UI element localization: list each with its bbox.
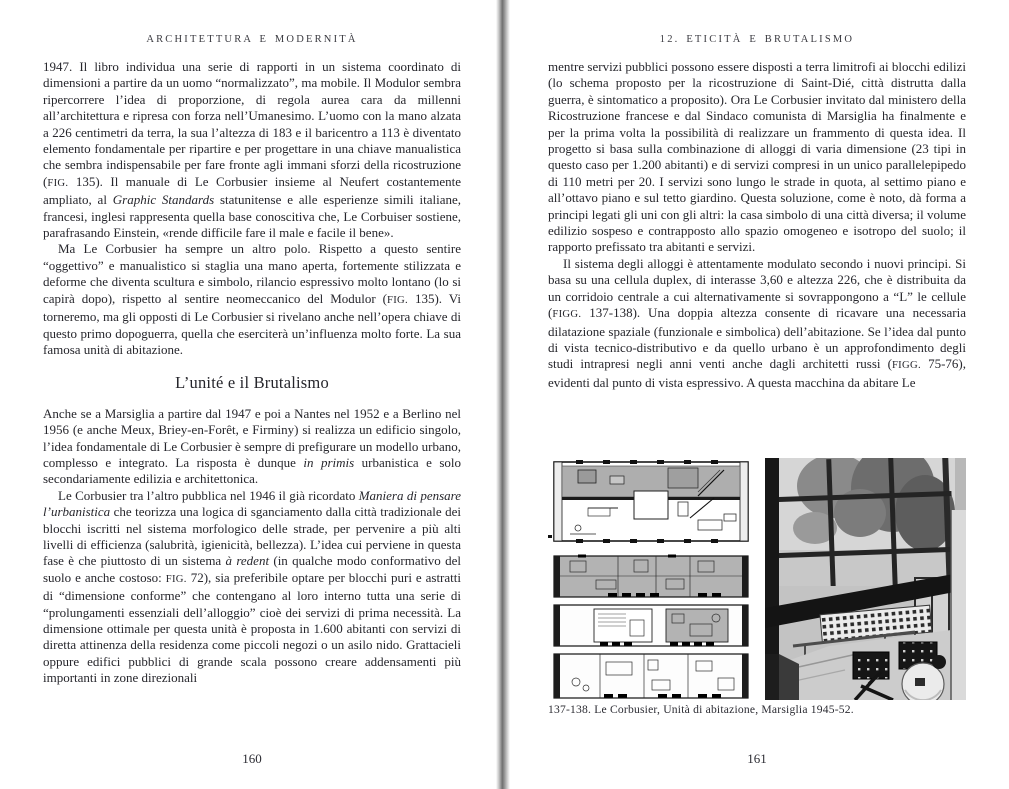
book-gutter [496,0,510,789]
paragraph: Il sistema degli alloggi è attentamente modulato secondo i nuovi principi. Si basa su una cellula duplex, di interasse 3,60 e altezza 226, che è distribuita da un corridoio centrale a cui alternativamente si sovrappongono a “L” le cellule (FIGG. 137-138). Una doppia altezza consente di ricavare una necessaria dilatazione spaziale (funzionale e simbolica) dell’abitazione. Se l’idea dal punto di vista tecnico-distributivo e da quello urbano è un approfondimento degli studi intrapresi negli anni venti anche dagli architetti russi (FIGG. 75-76), evidenti dal punto di vista espressivo. A questa macchina da abitare Le [548,255,966,390]
paragraph: 1947. Il libro individua una serie di rapporti in un sistema coordinato di dimensioni a partire da un uomo “normalizzato”, ma mobile. Il Modulor sembra ripercorrere l’idea di proporzione, di regola aurea cara da millenni all’architettura e ripresa con forza nell’Umanesimo. L’uomo con la mano alzata a 226 centimetri da terra, la sua l’altezza di 183 e il baricentro a 113 è diventato elemento fondamentale per ripartire e per progettare in una chiave manualistica che sembra indispensabile per fare fronte agli immani sforzi della ricostruzione (FIG. 135). Il manuale di Le Corbusier insieme al Neufert costantemente ampliato, al Graphic Standards statunitense e alle esperienze simili italiane, francesi, inglesi rappresenta quella base conoscitiva che, Le Corbuiser sostiene, parafrasando Einstein, «rende difficile fare il male e facile il bene». [43,59,461,241]
unite-interior-photo [765,458,966,700]
trees-view [775,458,955,586]
page-number-left: 160 [242,751,262,766]
paragraph: Le Corbusier tra l’altro pubblica nel 1946 il già ricordato Maniera di pensare l’urbanistica che teorizza una logica di sganciamento dalla città tradizionale dei blocchi iscritti nel sistema morfologico delle strade, per pervenire a più alti livelli di efficienza (salubrità, igienicità, bellezza). L’idea cui perviene in questa fase è che piuttosto di un sistema à redent (in qualche modo conformativo del suolo e anche costoso: FIG. 72), sia preferibile optare per blocchi puri e astratti di “dimensione conforme” che contengano al loro interno tutta una serie di “prolungamenti essenziali dell’alloggio” cioè dei servizi di prima necessità. La dimensione ottimale per questa unità è proposta in 1.600 abitanti con servizi di diretta attinenza della residenza come piccoli negozi o un asilo nido. Grattacieli oppure edifici pubblici di grande scala possono creare addensamenti più importanti in zone direzionali [43,487,461,686]
running-header-left: ARCHITETTURA E MODERNITÀ [146,34,358,45]
floor-plan-upper [554,555,748,598]
right-text-column [548,59,966,454]
left-text-column [43,59,461,745]
paragraph: Anche se a Marsiglia a partire dal 1947 e poi a Nantes nel 1952 e a Berlino nel 1956 (e anche Meux, Briey-en-Forêt, e Firminy) si realizza un edificio singolo, l’idea fondamentale di Le Corbusier è sempre di prefigurare un modello urbano, complesso e integrato. La risposta è dunque in primis urbanistica e solo secondariamente edilizia e architettonica. [43,405,461,487]
floor-plan-middle [554,605,748,646]
right-wall [951,510,966,700]
paragraph: mentre servizi pubblici possono essere disposti a terra limitrofi ai blocchi edilizi (lo schema proposto per la ricostruzione di Saint-Dié, città distrutta dalla guerra, è sintomatico a proposito). Ora Le Corbusier invitato dal ministero della Ricostruzione francese e dal Sindaco comunista di Marsiglia ha finalmente e per la prima volta la possibilità di realizzare un frammento di questa idea. Il progetto si basa sulla combinazione di alloggi di varia dimensione (23 tipi in questo caso per 1.200 abitanti) e di servizi compresi in un unico parallelepipedo di 110 metri per 20. I servizi sono lungo le strade in quota, al settimo piano e all’ottavo piano e sul tetto giardino. Questa soluzione, come è noto, dà forma a principi legati gli uni con gli altri: la casa simbolo di una città diversa; il volume edilizio sospeso e contrapposto allo spazio omogeneo e isotropo del suolo; il rapporto prefissato tra abitanti e servizi. [548,59,966,255]
unite-plans-drawing [548,458,755,700]
floor-plan-lower [554,654,748,698]
figure-137-138 [548,458,966,700]
section-heading: L’unité e il Brutalismo [175,373,329,393]
running-header-right: 12. ETICITÀ E BRUTALISMO [659,34,855,45]
paragraph: Ma Le Corbusier ha sempre un altro polo. Rispetto a questo sentire “oggettivo” e manualistico si staglia una mano aperta, fortemente stilizzata e deforme che diventa scultura e simbolo, rilancio espressivo molto lontano (lo si capirà dopo), rispetto al sentire neomeccanico del Modulor (FIG. 135). Vi torneremo, ma gli opposti di Le Corbusier si rivelano anche nell’opera chiave di questo primo dopoguerra, quella che eserciterà un’influenza molto forte. La sua famosa unità di abitazione. [43,241,461,357]
page-number-right: 161 [747,751,767,766]
figure-caption: 137-138. Le Corbusier, Unità di abitazione, Marsiglia 1945-52. [548,703,854,716]
section-drawing [548,460,748,543]
